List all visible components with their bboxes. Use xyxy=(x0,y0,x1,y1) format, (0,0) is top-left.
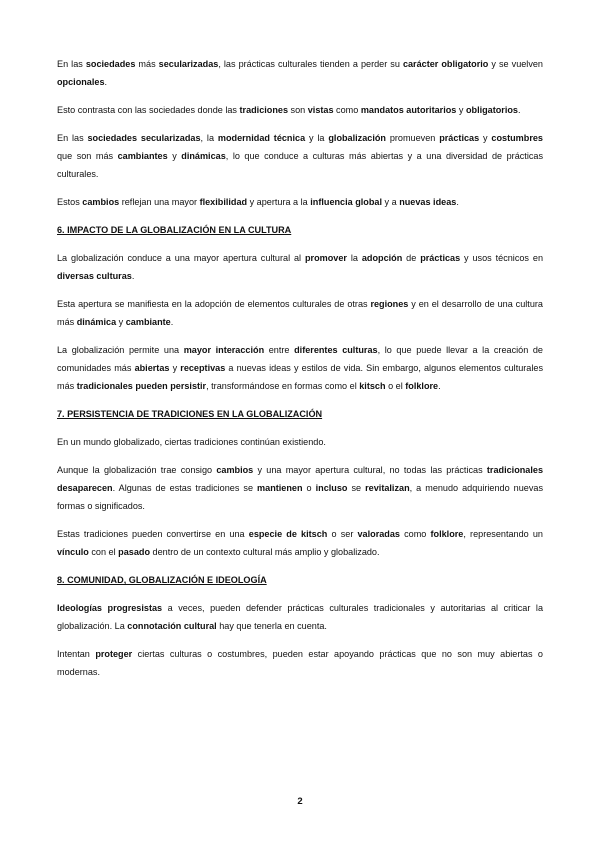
paragraph xyxy=(57,645,543,681)
text-run: , lo que conduce a culturas más abiertas y a una diversidad de prácticas culturales. xyxy=(57,151,543,179)
bold-text: cambios xyxy=(82,197,120,207)
text-run: . xyxy=(131,271,135,281)
bold-text: obligatorios xyxy=(465,105,518,115)
text-run: y apertura a la xyxy=(247,197,311,207)
text-run: que son más xyxy=(57,151,118,161)
bold-text: mandatos autoritarios xyxy=(360,105,457,115)
bold-text: folklore xyxy=(405,381,439,391)
text-run: son xyxy=(288,105,308,115)
text-run: . Algunas de estas tradiciones se xyxy=(112,483,258,493)
bold-text: Ideologías progresistas xyxy=(57,603,163,613)
bold-text: secularizadas xyxy=(158,59,219,69)
bold-text: tradicionales desaparecen xyxy=(57,465,544,493)
text-run: más xyxy=(135,59,159,69)
text-run: y la xyxy=(305,133,329,143)
bold-text: especie de kitsch xyxy=(248,529,328,539)
paragraph xyxy=(57,249,543,285)
bold-text: regiones xyxy=(370,299,409,309)
bold-text: mayor interacción xyxy=(183,345,265,355)
text-run: Estos xyxy=(57,197,83,207)
text-run: , lo que puede llevar a la creación de comunidades más xyxy=(57,345,543,373)
bold-text: mantienen xyxy=(257,483,303,493)
text-run: dentro de un contexto cultural más amplio y globalizado. xyxy=(150,547,380,557)
bold-text: valoradas xyxy=(357,529,400,539)
text-run: La globalización conduce a una mayor apertura cultural al xyxy=(57,253,305,263)
text-run: de xyxy=(402,253,421,263)
text-run: con el xyxy=(88,547,119,557)
bold-text: proteger xyxy=(95,649,133,659)
bold-text: connotación cultural xyxy=(127,621,217,631)
text-run: , transformándose en formas como el xyxy=(206,381,360,391)
paragraph xyxy=(57,55,543,91)
text-run: como xyxy=(399,529,431,539)
text-run: Aunque la globalización trae consigo xyxy=(57,465,217,475)
text-run: En las xyxy=(57,59,86,69)
text-run: Intentan xyxy=(57,649,96,659)
text-run: hay que tenerla en cuenta. xyxy=(216,621,327,631)
bold-text: revitalizan xyxy=(365,483,410,493)
bold-text: dinámicas xyxy=(181,151,226,161)
bold-text: cambiantes xyxy=(117,151,168,161)
text-run: se xyxy=(347,483,366,493)
bold-text: vistas xyxy=(307,105,334,115)
bold-text: receptivas xyxy=(180,363,226,373)
paragraph xyxy=(57,599,543,635)
bold-text: diversas culturas xyxy=(57,271,132,281)
section-heading: 8. COMUNIDAD, GLOBALIZACIÓN E IDEOLOGÍA xyxy=(57,575,267,585)
text-run: reflejan una mayor xyxy=(119,197,200,207)
bold-text: modernidad técnica xyxy=(217,133,306,143)
bold-text: nuevas ideas xyxy=(399,197,457,207)
text-run: Estas tradiciones pueden convertirse en una xyxy=(57,529,249,539)
text-run: , las prácticas culturales tienden a perder su xyxy=(218,59,403,69)
text-run: Esto contrasta con las sociedades donde las xyxy=(57,105,240,115)
bold-text: opcionales xyxy=(57,77,105,87)
bold-text: promover xyxy=(305,253,347,263)
text-run: o xyxy=(302,483,316,493)
text-run: y a xyxy=(382,197,400,207)
section-heading: 7. PERSISTENCIA DE TRADICIONES EN LA GLOBALIZACIÓN xyxy=(57,409,323,419)
bold-text: flexibilidad xyxy=(199,197,248,207)
text-run: En las xyxy=(57,133,88,143)
bold-text: cambios xyxy=(216,465,254,475)
text-run: , la xyxy=(200,133,218,143)
paragraph xyxy=(57,101,543,119)
bold-text: adopción xyxy=(361,253,403,263)
bold-text: pasado xyxy=(118,547,151,557)
document-body xyxy=(57,55,543,681)
text-run: . xyxy=(438,381,441,391)
text-run: o ser xyxy=(327,529,358,539)
bold-text: globalización xyxy=(328,133,386,143)
bold-text: prácticas xyxy=(420,253,461,263)
paragraph xyxy=(57,193,543,211)
paragraph xyxy=(57,295,543,331)
text-run: a nuevas ideas y estilos de vida. Sin embargo, algunos elementos culturales más xyxy=(57,363,543,391)
text-run: ciertas culturas o costumbres, pueden estar apoyando prácticas que no son muy abiertas o modernas. xyxy=(57,649,543,677)
bold-text: prácticas xyxy=(439,133,480,143)
bold-text: sociedades secularizadas xyxy=(87,133,201,143)
bold-text: folklore xyxy=(430,529,464,539)
text-run: . xyxy=(170,317,174,327)
section-heading: 6. IMPACTO DE LA GLOBALIZACIÓN EN LA CULTURA xyxy=(57,225,292,235)
bold-text: costumbres xyxy=(491,133,543,143)
text-run: como xyxy=(333,105,361,115)
bold-text: incluso xyxy=(315,483,348,493)
text-run: y se vuelven xyxy=(488,59,543,69)
text-run: En un mundo globalizado, ciertas tradiciones continúan existiendo. xyxy=(57,437,326,447)
text-run: y xyxy=(169,363,181,373)
paragraph xyxy=(57,129,543,183)
text-run: y xyxy=(479,133,492,143)
bold-text: carácter obligatorio xyxy=(402,59,489,69)
bold-text: tradicionales pueden persistir xyxy=(76,381,207,391)
bold-text: dinámica xyxy=(76,317,117,327)
text-run: La globalización permite una xyxy=(57,345,184,355)
text-run: , a menudo adquiriendo nuevas formas o significados. xyxy=(57,483,543,511)
text-run: a veces, pueden defender prácticas culturales tradicionales y autoritarias al criticar la globalización. La xyxy=(57,603,543,631)
bold-text: sociedades xyxy=(85,59,136,69)
text-run: o el xyxy=(385,381,406,391)
text-run: y usos técnicos en xyxy=(460,253,543,263)
bold-text: cambiante xyxy=(125,317,171,327)
bold-text: kitsch xyxy=(359,381,386,391)
paragraph xyxy=(57,525,543,561)
text-run: entre xyxy=(264,345,295,355)
text-run: . xyxy=(518,105,521,115)
paragraph xyxy=(57,433,543,451)
text-run: . xyxy=(456,197,459,207)
text-run: y xyxy=(167,151,182,161)
bold-text: tradiciones xyxy=(239,105,289,115)
text-run: y xyxy=(116,317,126,327)
text-run: . xyxy=(104,77,108,87)
text-run: y una mayor apertura cultural, no todas las prácticas xyxy=(253,465,487,475)
text-run: y xyxy=(456,105,466,115)
bold-text: influencia global xyxy=(310,197,382,207)
paragraph xyxy=(57,341,543,395)
bold-text: diferentes culturas xyxy=(294,345,378,355)
bold-text: vínculo xyxy=(57,547,89,557)
text-run: Esta apertura se manifiesta en la adopción de elementos culturales de otras xyxy=(57,299,371,309)
paragraph xyxy=(57,461,543,515)
text-run: la xyxy=(346,253,362,263)
text-run: y en el desarrollo de una cultura más xyxy=(57,299,543,327)
bold-text: abiertas xyxy=(134,363,170,373)
page-number: 2 xyxy=(297,796,303,807)
text-run: , representando un xyxy=(463,529,543,539)
text-run: promueven xyxy=(385,133,440,143)
